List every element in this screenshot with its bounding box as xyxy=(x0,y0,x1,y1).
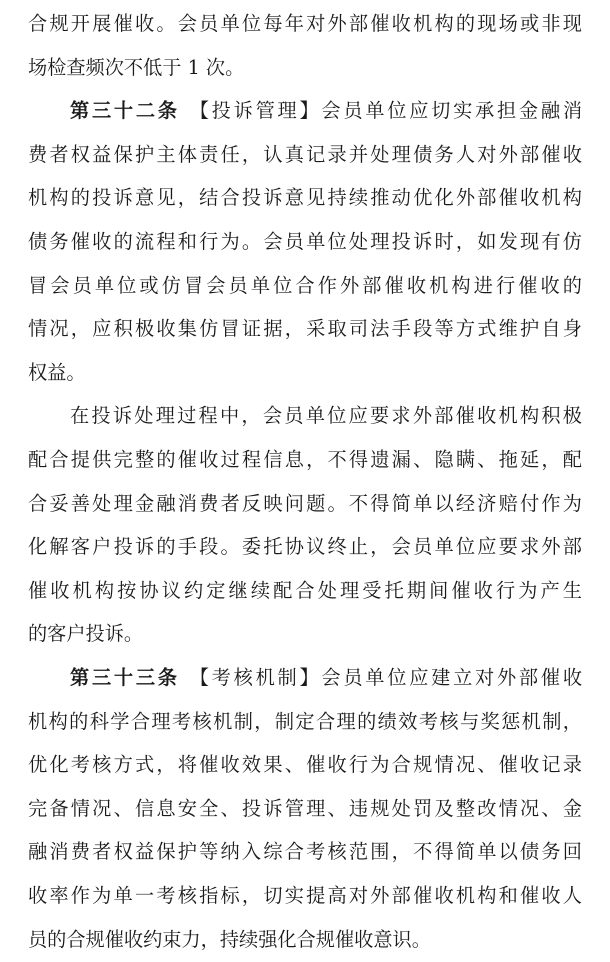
line-text: 在投诉处理过程中，会员单位应要求外部催收机构积极 xyxy=(70,404,582,428)
line-text: 【考核机制】会员单位应建立对外部催收 xyxy=(189,666,582,689)
line-text: 完备情况、信息安全、投诉管理、违规处罚及整改情况、金 xyxy=(28,796,582,820)
line-text: 合妥善处理金融消费者反映问题。不得简单以经济赔付作为 xyxy=(28,491,582,515)
text-line xyxy=(28,874,582,918)
text-line xyxy=(28,264,582,308)
text-line xyxy=(70,656,582,700)
line-text: 员的合规催收约束力，持续强化合规催收意识。 xyxy=(28,927,431,951)
line-text: 化解客户投诉的手段。委托协议终止，会员单位应要求外部 xyxy=(28,535,582,559)
text-line xyxy=(28,700,582,744)
article-heading: 第三十三条 xyxy=(70,666,180,689)
text-line xyxy=(28,220,582,264)
line-text: 场检查频次不低于 1 次。 xyxy=(28,55,245,79)
line-text: 【投诉管理】会员单位应切实承担金融消 xyxy=(189,99,582,123)
text-line xyxy=(70,89,582,133)
line-text: 配合提供完整的催收过程信息，不得遗漏、隐瞒、拖延，配 xyxy=(28,448,582,471)
line-text: 融消费者权益保护等纳入综合考核范围，不得简单以债务回 xyxy=(28,840,582,864)
line-text: 的客户投诉。 xyxy=(28,622,144,646)
text-line xyxy=(28,2,582,46)
line-text: 优化考核方式，将催收效果、催收行为合规情况、催收记录 xyxy=(28,753,582,777)
text-line xyxy=(70,394,582,438)
line-text: 机构的科学合理考核机制，制定合理的绩效考核与奖惩机制， xyxy=(28,709,582,733)
text-line xyxy=(28,438,582,482)
text-line xyxy=(28,569,582,613)
text-line xyxy=(28,307,582,351)
text-line xyxy=(28,918,582,962)
line-text: 催收机构按协议约定继续配合处理受托期间催收行为产生 xyxy=(28,578,582,602)
line-text: 权益。 xyxy=(28,360,86,384)
line-text: 债务催收的流程和行为。会员单位处理投诉时，如发现有仿 xyxy=(28,230,582,253)
text-line xyxy=(28,525,582,569)
text-line xyxy=(28,46,582,90)
line-text: 费者权益保护主体责任，认真记录并处理债务人对外部催收 xyxy=(28,142,582,166)
line-text: 情况，应积极收集仿冒证据，采取司法手段等方式维护自身 xyxy=(28,317,582,341)
line-text: 机构的投诉意见，结合投诉意见持续推动优化外部催收机构 xyxy=(28,186,582,210)
text-line xyxy=(28,482,582,526)
text-line xyxy=(28,787,582,831)
line-text: 收率作为单一考核指标，切实提高对外部催收机构和催收人 xyxy=(28,884,582,907)
text-line xyxy=(28,133,582,177)
text-line xyxy=(28,176,582,220)
text-line xyxy=(28,830,582,874)
line-text: 合规开展催收。会员单位每年对外部催收机构的现场或非现 xyxy=(28,12,582,35)
text-line xyxy=(28,743,582,787)
text-line xyxy=(28,612,582,656)
article-heading: 第三十二条 xyxy=(70,99,180,123)
text-line xyxy=(28,351,582,395)
line-text: 冒会员单位或仿冒会员单位合作外部催收机构进行催收的 xyxy=(28,273,582,297)
